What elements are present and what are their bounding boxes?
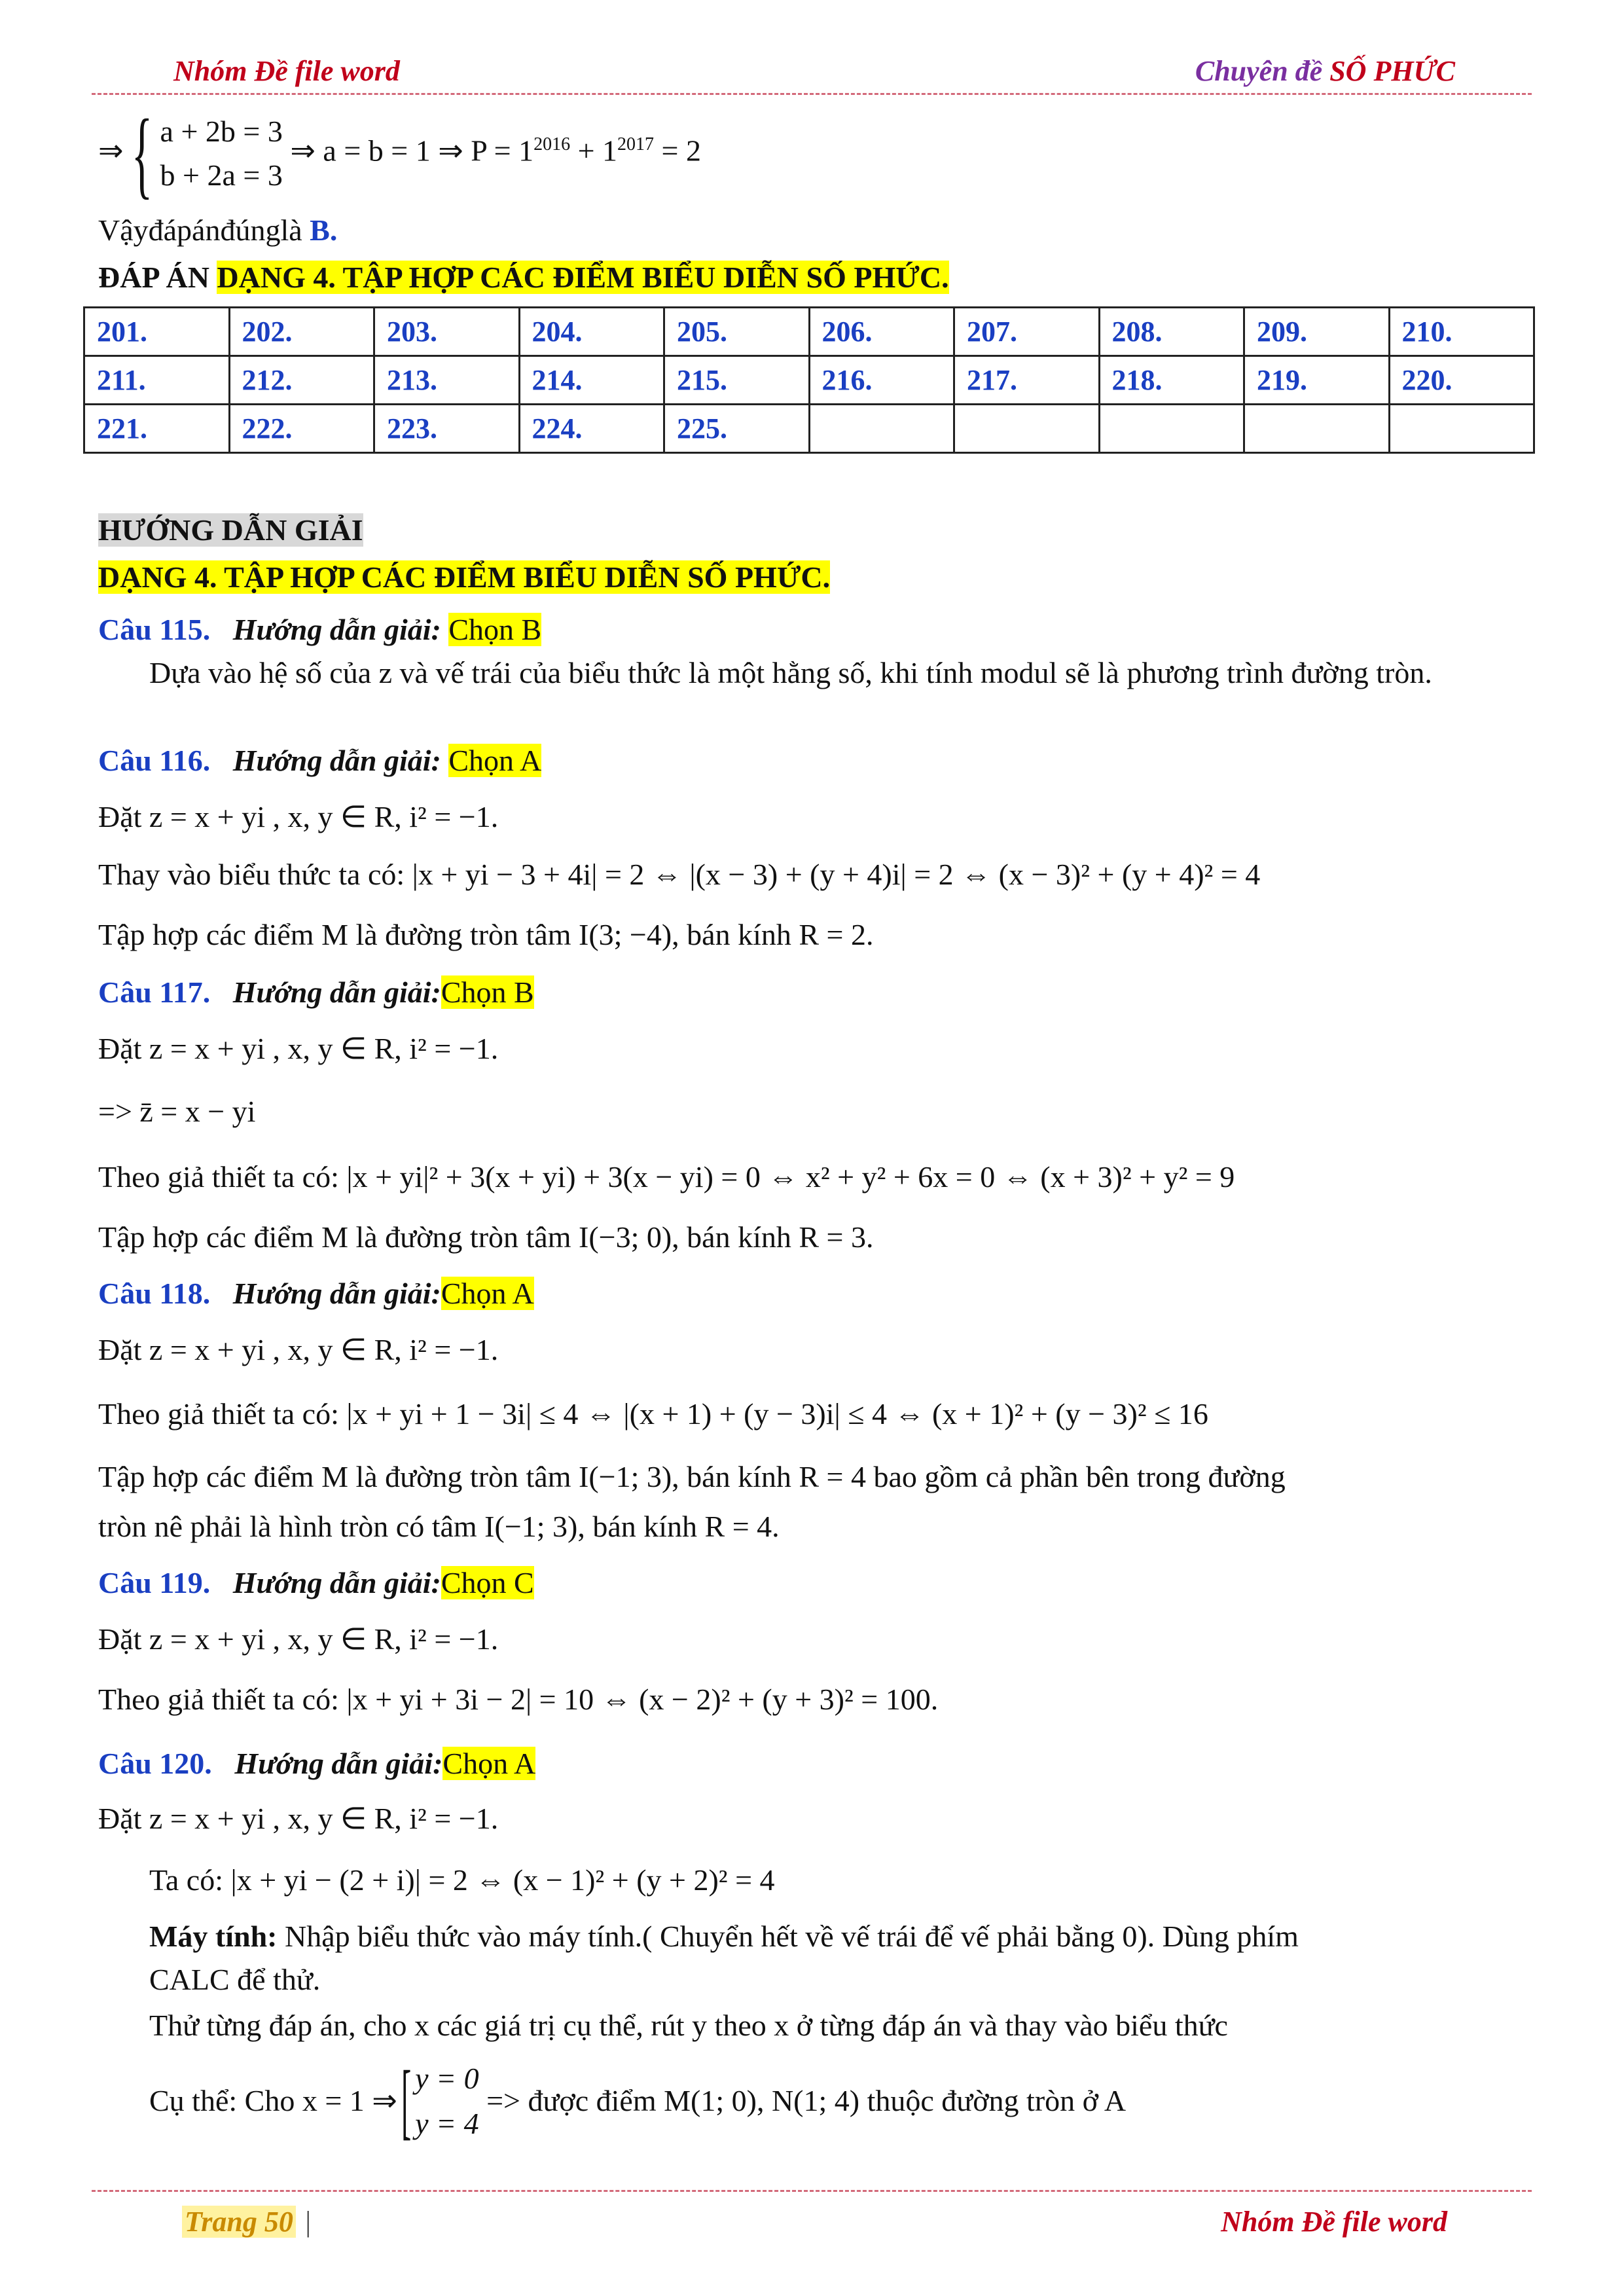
q120-calc-line1 <box>149 1917 1299 1956</box>
implies-symbol: ⇒ <box>98 134 124 168</box>
q120-ex-system <box>415 2056 478 2146</box>
q115-label: Câu 115. <box>98 613 211 646</box>
guide-subheading-text: DẠNG 4. TẬP HỢP CÁC ĐIỂM BIỂU DIỄN SỐ PHỨC. <box>98 560 831 594</box>
table-cell: 202. <box>229 308 374 356</box>
conclusion-line <box>98 211 337 250</box>
q119-label: Câu 119. <box>98 1566 211 1599</box>
q120-calc-line2: CALC để thử. <box>149 1963 321 1996</box>
table-cell: 218. <box>1099 356 1244 405</box>
q118-choice: Chọn A <box>441 1277 534 1310</box>
q120-sub: Ta có: |x + yi − (2 + i)| = 2 ⇔ (x − 1)² + (y + 2)² = 4 <box>149 1863 775 1897</box>
table-cell: 211. <box>84 356 230 405</box>
q119-set: Đặt z = x + yi , x, y ∈ R, i² = −1. <box>98 1622 499 1656</box>
q117-label: Câu 117. <box>98 975 211 1009</box>
table-cell: 205. <box>664 308 810 356</box>
q116-guide: Hướng dẫn giải: <box>232 744 441 777</box>
table-cell: 220. <box>1389 356 1534 405</box>
table-cell: 203. <box>374 308 520 356</box>
table-cell: 221. <box>84 405 230 453</box>
q120-calc-label: Máy tính: <box>149 1920 278 1953</box>
conclusion-answer: B. <box>310 213 338 247</box>
header-right-prefix: Chuyên đề <box>1195 55 1330 87</box>
table-cell: 206. <box>809 308 954 356</box>
q120-label: Câu 120. <box>98 1747 212 1780</box>
table-cell: 214. <box>519 356 664 405</box>
table-cell: 213. <box>374 356 520 405</box>
q116-set: Đặt z = x + yi , x, y ∈ R, i² = −1. <box>98 800 499 833</box>
table-cell: 219. <box>1244 356 1390 405</box>
table-cell <box>809 405 954 453</box>
q117-guide: Hướng dẫn giải: <box>232 975 441 1009</box>
q116-title <box>98 741 541 780</box>
q120-set: Đặt z = x + yi , x, y ∈ R, i² = −1. <box>98 1802 499 1835</box>
q117-conj: => z̄ = x − yi <box>98 1095 256 1128</box>
q120-ex-prefix: Cụ thể: Cho x = 1 ⇒ <box>149 2084 397 2118</box>
q119-guide: Hướng dẫn giải: <box>232 1566 441 1599</box>
table-cell <box>1389 405 1534 453</box>
header-left: Nhóm Đề file word <box>173 55 400 87</box>
system-eq1: a + 2b = 3 <box>160 115 283 149</box>
q117-title <box>98 973 534 1012</box>
table-cell: 212. <box>229 356 374 405</box>
top-end: = 2 <box>654 134 701 168</box>
brace-symbol: { <box>131 100 153 208</box>
conclusion-text: Vậyđápánđúnglà <box>98 213 310 247</box>
q117-choice: Chọn B <box>441 975 534 1009</box>
q118-result-1: Tập hợp các điểm M là đường tròn tâm I(−1; 3), bán kính R = 4 bao gồm cả phần bên trong đường <box>98 1460 1286 1493</box>
table-row <box>84 308 1534 356</box>
q115-guide: Hướng dẫn giải: <box>232 613 441 646</box>
table-cell: 215. <box>664 356 810 405</box>
q120-guide: Hướng dẫn giải: <box>234 1747 443 1780</box>
table-cell: 207. <box>954 308 1100 356</box>
exp2: 2017 <box>617 134 655 155</box>
table-cell: 209. <box>1244 308 1390 356</box>
top-result: ⇒ a = b = 1 ⇒ P = 1 <box>290 134 534 168</box>
table-cell: 201. <box>84 308 230 356</box>
q116-choice: Chọn A <box>448 744 542 777</box>
table-cell: 204. <box>519 308 664 356</box>
top-plus: + 1 <box>570 134 618 168</box>
table-row <box>84 356 1534 405</box>
q120-try: Thử từng đáp án, cho x các giá trị cụ thể, rút y theo x ở từng đáp án và thay vào biểu thức <box>149 2009 1228 2042</box>
q115-title <box>98 610 541 649</box>
q118-sub: Theo giả thiết ta có: |x + yi + 1 − 3i| ≤ 4 ⇔ |(x + 1) + (y − 3)i| ≤ 4 ⇔ (x + 1)² + (y − 3)² ≤ 16 <box>98 1397 1208 1430</box>
table-cell: 224. <box>519 405 664 453</box>
header-rule <box>92 93 1532 95</box>
q119-sub: Theo giả thiết ta có: |x + yi + 3i − 2| = 10 ⇔ (x − 2)² + (y + 3)² = 100. <box>98 1683 939 1716</box>
q118-title <box>98 1274 534 1313</box>
table-cell: 216. <box>809 356 954 405</box>
guide-subheading <box>98 558 830 597</box>
bracket-symbol: [ <box>401 2054 412 2148</box>
system-eq2: b + 2a = 3 <box>160 158 283 192</box>
q120-ex-suffix: => được điểm M(1; 0), N(1; 4) thuộc đường tròn ở A <box>486 2084 1127 2118</box>
q116-label: Câu 116. <box>98 744 211 777</box>
guide-heading-text: HƯỚNG DẪN GIẢI <box>98 513 363 547</box>
footer-left <box>182 2203 312 2240</box>
q117-sub: Theo giả thiết ta có: |x + yi|² + 3(x + yi) + 3(x − yi) = 0 ⇔ x² + y² + 6x = 0 ⇔ (x + 3)² + y² = 9 <box>98 1160 1235 1194</box>
answer-heading-title: DẠNG 4. TẬP HỢP CÁC ĐIỂM BIỂU DIỄN SỐ PHỨC. <box>217 261 949 294</box>
table-row <box>84 405 1534 453</box>
q120-example <box>149 2056 1126 2146</box>
q120-ex-y1: y = 0 <box>415 2062 479 2095</box>
table-cell: 208. <box>1099 308 1244 356</box>
table-cell: 223. <box>374 405 520 453</box>
q118-label: Câu 118. <box>98 1277 211 1310</box>
table-cell <box>1099 405 1244 453</box>
footer-bar: | <box>303 2206 312 2238</box>
q120-calc-text1: Nhập biểu thức vào máy tính.( Chuyển hết về vế trái để vế phải bằng 0). Dùng phím <box>277 1920 1299 1953</box>
table-cell: 210. <box>1389 308 1534 356</box>
footer-page: Trang 50 <box>182 2206 296 2238</box>
q115-text: Dựa vào hệ số của z và vế trái của biểu thức là một hằng số, khi tính modul sẽ là phương trình đường tròn. <box>149 656 1432 689</box>
q119-title <box>98 1563 534 1603</box>
q118-set: Đặt z = x + yi , x, y ∈ R, i² = −1. <box>98 1333 499 1366</box>
header-right-topic: SỐ PHỨC <box>1329 55 1455 87</box>
guide-heading <box>98 511 363 550</box>
table-cell: 225. <box>664 405 810 453</box>
table-cell: 217. <box>954 356 1100 405</box>
table-cell <box>954 405 1100 453</box>
q116-sub: Thay vào biểu thức ta có: |x + yi − 3 + 4i| = 2 ⇔ |(x − 3) + (y + 4)i| = 2 ⇔ (x − 3)² + (y + 4)² = 4 <box>98 858 1261 891</box>
q120-choice: Chọn A <box>442 1747 536 1780</box>
q115-choice: Chọn B <box>448 613 542 646</box>
top-equation <box>98 100 701 208</box>
q120-ex-y2: y = 4 <box>415 2107 479 2140</box>
q118-result-2: tròn nê phải là hình tròn có tâm I(−1; 3), bán kính R = 4. <box>98 1510 780 1543</box>
table-cell <box>1244 405 1390 453</box>
footer-rule <box>92 2190 1532 2192</box>
q116-result: Tập hợp các điểm M là đường tròn tâm I(3; −4), bán kính R = 2. <box>98 918 874 951</box>
q120-title <box>98 1744 535 1783</box>
answer-table <box>83 306 1535 454</box>
table-cell: 222. <box>229 405 374 453</box>
footer-right: Nhóm Đề file word <box>1221 2206 1447 2238</box>
header-right <box>1195 52 1455 90</box>
q117-set: Đặt z = x + yi , x, y ∈ R, i² = −1. <box>98 1032 499 1065</box>
answer-heading-prefix: ĐÁP ÁN <box>98 261 217 294</box>
q118-guide: Hướng dẫn giải: <box>232 1277 441 1310</box>
equation-system <box>160 110 283 197</box>
exp1: 2016 <box>533 134 571 155</box>
answer-heading <box>98 258 949 297</box>
q117-result: Tập hợp các điểm M là đường tròn tâm I(−3; 0), bán kính R = 3. <box>98 1220 874 1254</box>
q119-choice: Chọn C <box>441 1566 534 1599</box>
